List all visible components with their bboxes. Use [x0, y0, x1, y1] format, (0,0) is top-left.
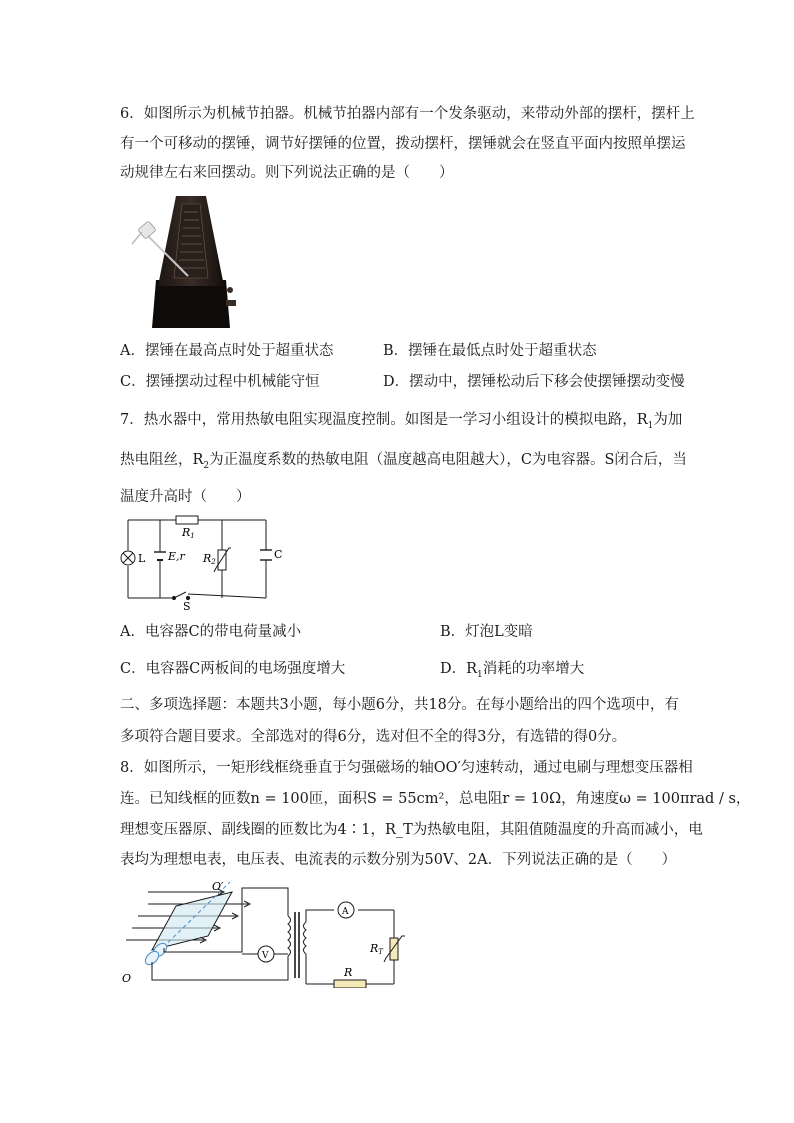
section2-line-1: 二、多项选择题：本题共3小题，每小题6分，共18分。在每小题给出的四个选项中，有 — [120, 697, 679, 713]
ammeter-label: A — [342, 907, 349, 917]
q7-line-3: 温度升高时（ ） — [120, 489, 251, 505]
q8-line-2: 连。已知线框的匝数n = 100匝，面积S = 55cm²，总电阻r = 10Ω，角速度ω = 100πrad / s， — [120, 791, 751, 807]
axis-label-o-prime: O′ — [212, 880, 224, 893]
section2-line-2: 多项符合题目要求。全部选对的得6分，选对但不全的得3分，有选错的得0分。 — [120, 729, 627, 745]
capacitor-label: C — [274, 548, 283, 561]
axis-label-o: O — [122, 972, 132, 985]
q8-generator-transformer-diagram — [118, 876, 414, 988]
q6-line-1: 6．如图所示为机械节拍器。机械节拍器内部有一个发条驱动，来带动外部的摆杆，摆杆上 — [120, 106, 695, 122]
r1-label: R1 — [182, 526, 195, 540]
q6-option-c: C．摆锤摆动过程中机械能守恒 — [120, 374, 320, 390]
q6-option-b: B．摆锤在最低点时处于超重状态 — [383, 343, 597, 359]
q8-line-3: 理想变压器原、副线圈的匝数比为4∶1，R_T为热敏电阻，其阻值随温度的升高而减小，电 — [120, 822, 703, 838]
q7-line-1: 7．热水器中，常用热敏电阻实现温度控制。如图是一学习小组设计的模拟电路，$R_1$为加 — [120, 412, 683, 431]
q6-option-d: D．摆动中，摆锤松动后下移会使摆锤摆动变慢 — [383, 374, 685, 390]
battery-label: E,r — [168, 550, 185, 563]
q8-line-1: 8．如图所示，一矩形线框绕垂直于匀强磁场的轴OO′匀速转动，通过电刷与理想变压器相 — [120, 760, 693, 776]
rt-label: RT — [370, 942, 383, 956]
r2-label: R2 — [203, 552, 216, 566]
q6-line-3: 动规律左右来回摆动。则下列说法正确的是（ ） — [120, 165, 454, 181]
q6-option-a: A．摆锤在最高点时处于超重状态 — [120, 343, 334, 359]
metronome-image — [126, 190, 244, 332]
q7-option-c: C．电容器C两板间的电场强度增大 — [120, 661, 346, 677]
q7-option-d: D．$R_1$消耗的功率增大 — [440, 661, 585, 680]
q7-option-b: B．灯泡L变暗 — [440, 624, 533, 640]
r-label: R — [344, 966, 353, 979]
switch-label: S — [183, 600, 191, 613]
voltmeter-label: V — [262, 951, 269, 961]
lamp-label: L — [138, 552, 146, 565]
q7-circuit-diagram — [118, 508, 294, 614]
q6-line-2: 有一个可移动的摆锤，调节好摆锤的位置，拨动摆杆，摆锤就会在竖直平面内按照单摆运 — [120, 136, 686, 152]
q8-line-4: 表均为理想电表，电压表、电流表的示数分别为50V、2A．下列说法正确的是（ ） — [120, 852, 677, 868]
q7-line-2: 热电阻丝，$R_2$为正温度系数的热敏电阻（温度越高电阻越大），C为电容器。S闭合后，当 — [120, 452, 687, 471]
q7-option-a: A．电容器C的带电荷量减小 — [120, 624, 302, 640]
